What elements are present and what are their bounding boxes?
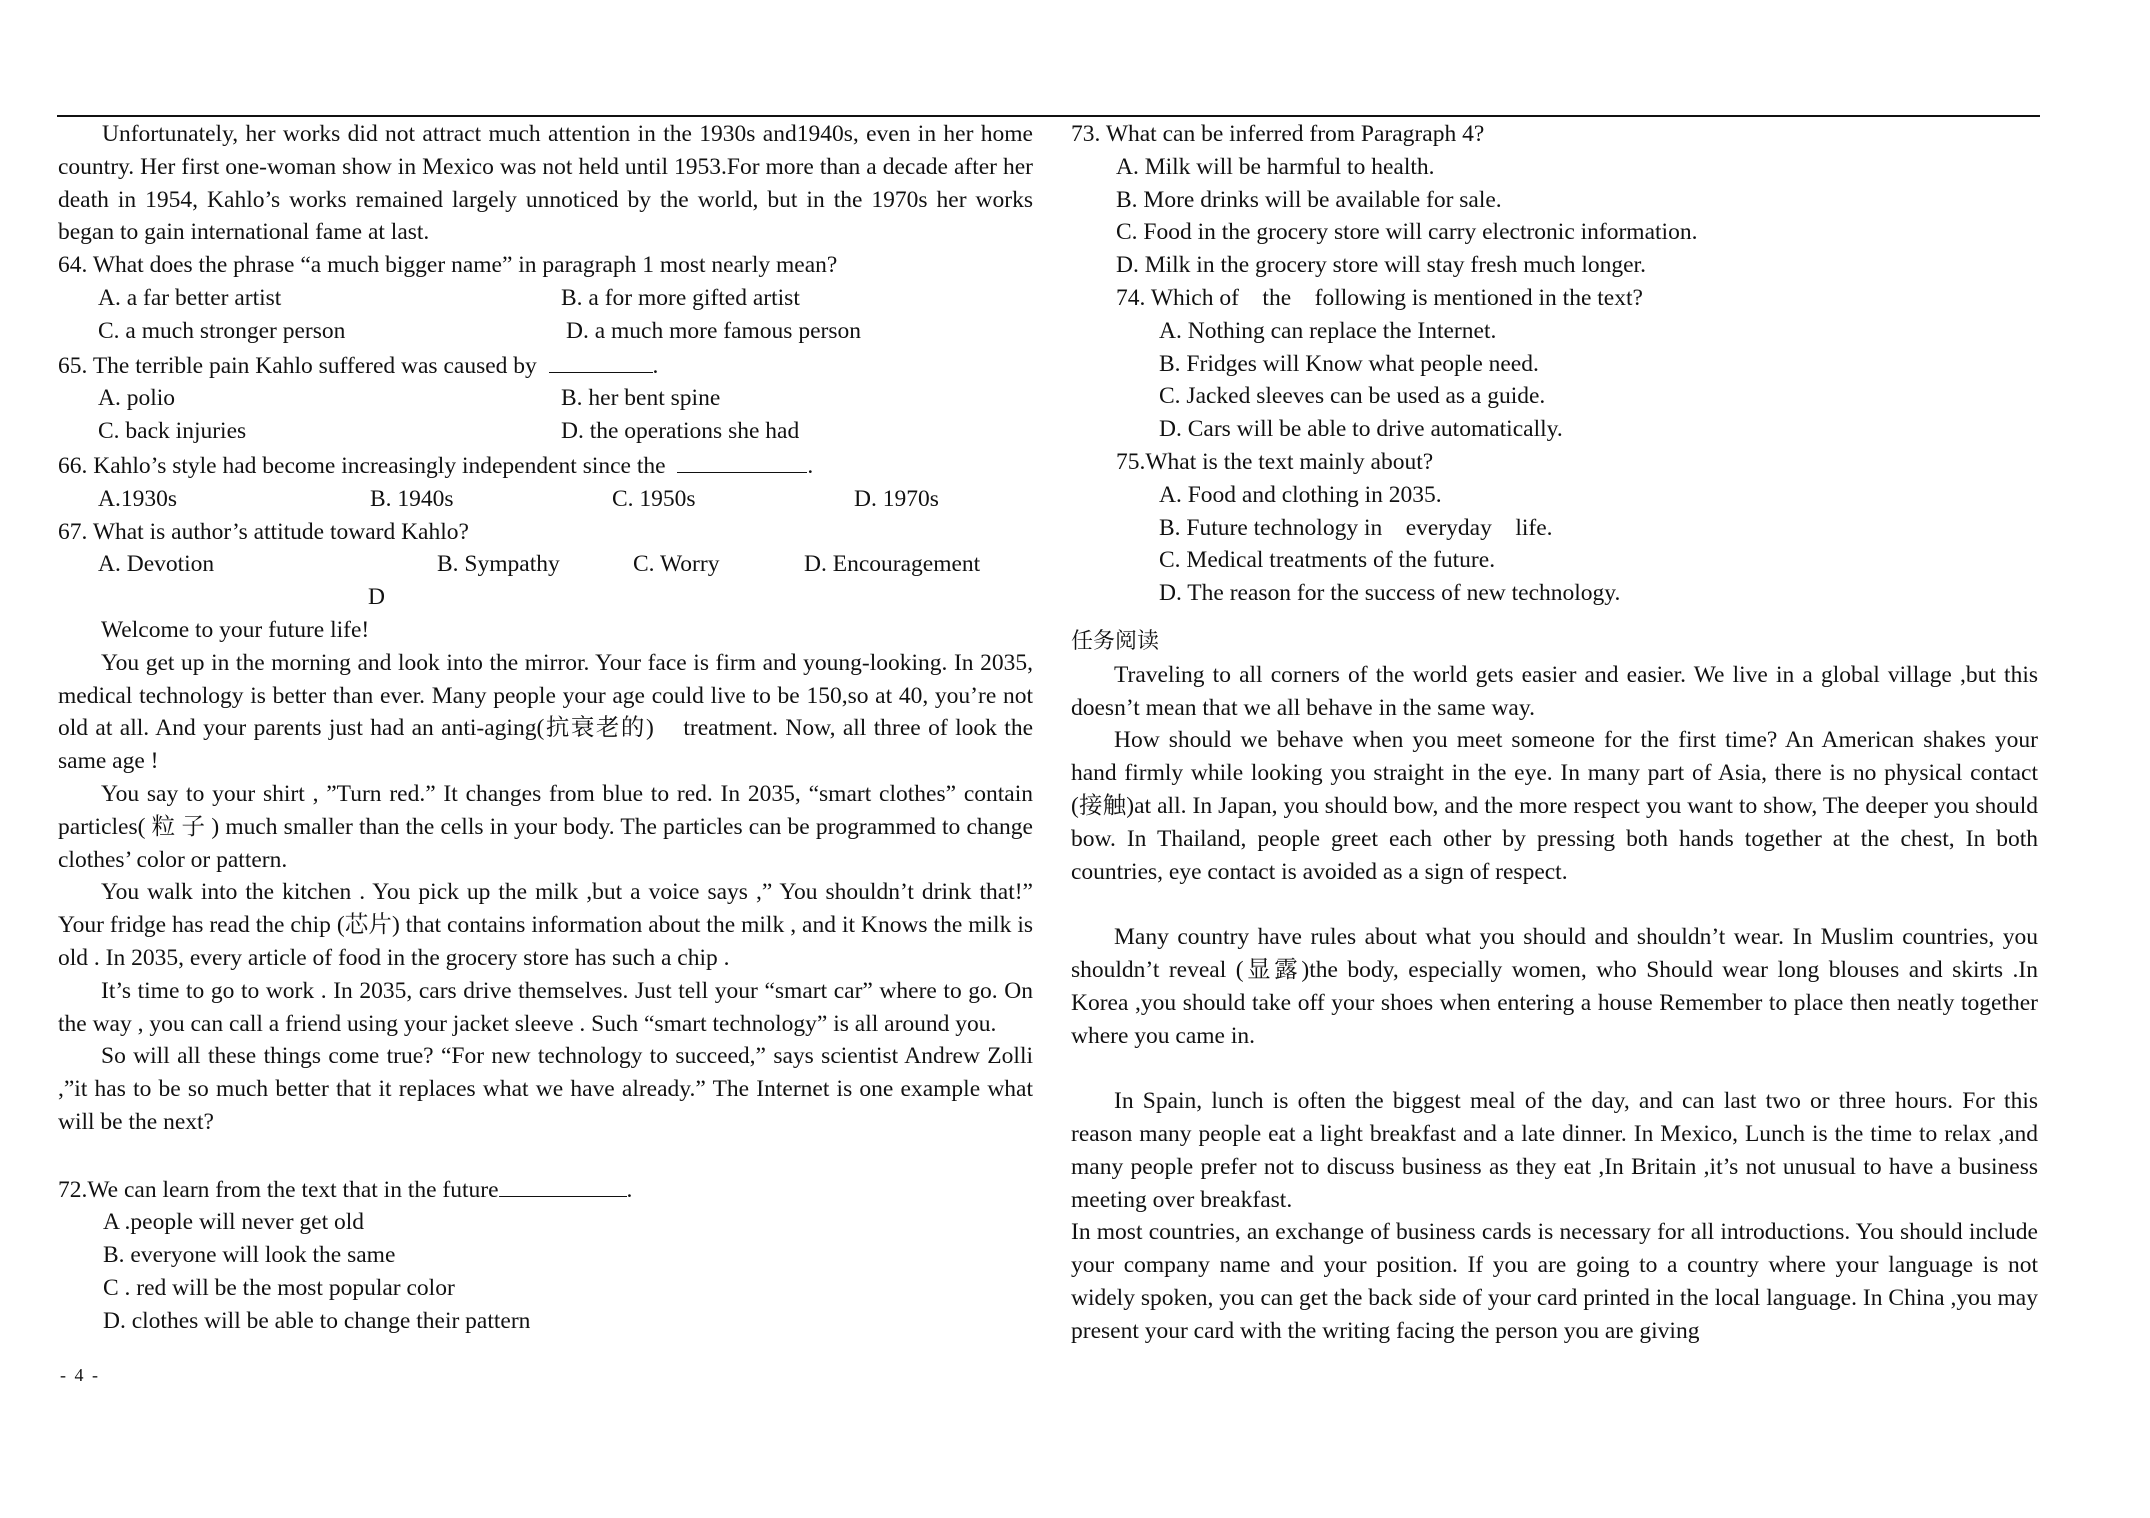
left-column xyxy=(58,118,1033,1337)
option-d: D. a much more famous person xyxy=(566,317,861,344)
right-column xyxy=(1071,118,2038,1347)
passage-paragraph: In most countries, an exchange of business cards is necessary for all introductions. You should include your company name and your position. If you are going to a country where your language is not widely spoken, you can get the back side of your card printed in the local language. In China ,you may present your card with the writing facing the person you are giving xyxy=(1071,1219,2038,1344)
question-72 xyxy=(58,1172,1033,1338)
option-a: A. a far better artist xyxy=(98,284,282,311)
question-64 xyxy=(58,249,1033,347)
option-c: C. 1950s xyxy=(612,485,696,512)
passage-paragraph: It’s time to go to work . In 2035, cars drive themselves. Just tell your “smart car” where to go. On the way , you can call a friend using your jacket sleeve . Such “smart technology” is all around you. xyxy=(58,977,1033,1037)
option-b: B. Fridges will Know what people need. xyxy=(1159,350,1539,377)
question-stem: 75.What is the text mainly about? xyxy=(1116,448,1434,475)
option-b: B. More drinks will be available for sale. xyxy=(1116,186,1502,213)
option-a: A.1930s xyxy=(98,485,177,512)
question-73 xyxy=(1071,118,2038,282)
question-74 xyxy=(1071,282,2038,446)
spacer xyxy=(1071,888,2038,921)
option-b: B. Future technology in everyday life. xyxy=(1159,514,1553,541)
answer-blank xyxy=(499,1172,627,1197)
option-c: C. a much stronger person xyxy=(98,317,346,344)
option-c: C. Worry xyxy=(633,551,720,578)
passage-paragraph: Many country have rules about what you should and shouldn’t wear. In Muslim countries, you shouldn’t reveal (显露)the body, especially women, who Should wear long blouses and skirts .In Korea ,you should take off your shoes when entering a house Remember to place then neatly together where you came in. xyxy=(1071,924,2038,1049)
spacer xyxy=(1071,1052,2038,1085)
passage-paragraph: You walk into the kitchen . You pick up the milk ,but a voice says ,” You shouldn’t drink that!” Your fridge has read the chip (芯片) that contains information about the milk , and it Knows the milk is old . In 2035, every article of food in the grocery store has such a chip . xyxy=(58,879,1033,971)
answer-blank xyxy=(549,348,653,373)
option-c: C. Medical treatments of the future. xyxy=(1159,547,1496,574)
option-a: A. polio xyxy=(98,385,176,412)
option-d: D. the operations she had xyxy=(561,418,800,445)
option-b: B. 1940s xyxy=(370,485,454,512)
option-b: B. a for more gifted artist xyxy=(561,284,800,311)
page-number: - 4 - xyxy=(60,1365,100,1385)
option-c: C. Jacked sleeves can be used as a guide. xyxy=(1159,383,1546,410)
answer-blank xyxy=(677,448,807,473)
question-stem: 66. Kahlo’s style had become increasingly independent since the . xyxy=(58,448,1033,483)
header-rule xyxy=(57,115,2040,117)
spacer xyxy=(1071,610,2038,626)
passage-title: Welcome to your future life! xyxy=(101,616,370,643)
question-75 xyxy=(1071,446,2038,610)
option-a: A. Milk will be harmful to health. xyxy=(1116,153,1435,180)
question-66 xyxy=(58,448,1033,516)
passage-paragraph: In Spain, lunch is often the biggest meal of the day, and can last two or three hours. For this reason many people eat a light breakfast and a late dinner. In Mexico, Lunch is the time to relax ,and many people prefer not to discuss business as they eat ,In Britain ,it’s not unusual to have a business meeting over breakfast. xyxy=(1071,1088,2038,1213)
option-d: D. Encouragement xyxy=(804,551,981,578)
intro-paragraph: Unfortunately, her works did not attract much attention in the 1930s and1940s, even in her home country. Her first one-woman show in Mexico was not held until 1953.For more than a decade after her death in 1954, Kahlo’s works remained largely unnoticed by the world, but in the 1970s her works began to gain international fame at last. xyxy=(58,121,1033,246)
option-b: B. her bent spine xyxy=(561,385,721,412)
option-d: D. The reason for the success of new technology. xyxy=(1159,580,1621,607)
passage-paragraph: So will all these things come true? “For new technology to succeed,” says scientist Andrew Zolli ,”it has to be so much better that it replaces what we have already.” The Internet is one example what will be the next? xyxy=(58,1043,1033,1135)
option-d: D. Milk in the grocery store will stay fresh much longer. xyxy=(1116,252,1646,279)
question-67 xyxy=(58,516,1033,582)
option-d: D. Cars will be able to drive automatically. xyxy=(1159,416,1563,443)
option-c: C . red will be the most popular color xyxy=(103,1274,455,1301)
question-stem: 72.We can learn from the text that in the future . xyxy=(58,1172,1033,1207)
passage-paragraph: How should we behave when you meet someone for the first time? An American shakes your hand firmly while looking you straight in the eye. In many part of Asia, there is no physical contact (接触)at all. In Japan, you should bow, and the more respect you want to show, The deeper you should bow. In Thailand, people greet each other by pressing both hands together at the chest, In both countries, eye contact is avoided as a sign of respect. xyxy=(1071,727,2038,885)
passage-paragraph: You say to your shirt , ”Turn red.” It changes from blue to red. In 2035, “smart clothes” contain particles( 粒 子 ) much smaller than the cells in your body. The particles can be programmed to change clothes’ color or pattern. xyxy=(58,780,1033,873)
question-stem: 73. What can be inferred from Paragraph 4? xyxy=(1071,121,1485,147)
option-c: C. Food in the grocery store will carry electronic information. xyxy=(1116,219,1698,246)
passage-paragraph: Traveling to all corners of the world gets easier and easier. We live in a global village ,but this doesn’t mean that we all behave in the same way. xyxy=(1071,661,2038,721)
option-c: C. back injuries xyxy=(98,418,247,445)
option-d: D. clothes will be able to change their pattern xyxy=(103,1307,531,1334)
question-65 xyxy=(58,348,1033,448)
section-letter: D xyxy=(368,584,385,611)
passage-paragraph: You get up in the morning and look into the mirror. Your face is firm and young-looking. In 2035, medical technology is better than ever. Many people your age could live to be 150,so at 40, you’re not old at all. And your parents just had an anti-aging(抗衰老的) treatment. Now, all three of look the same age ! xyxy=(58,649,1033,775)
option-d: D. 1970s xyxy=(854,485,939,512)
option-b: B. everyone will look the same xyxy=(103,1242,396,1269)
option-a: A. Nothing can replace the Internet. xyxy=(1159,317,1497,344)
option-a: A .people will never get old xyxy=(103,1209,365,1236)
option-a: A. Food and clothing in 2035. xyxy=(1159,481,1442,508)
question-stem: 74. Which of the following is mentioned in the text? xyxy=(1116,284,1643,311)
option-b: B. Sympathy xyxy=(437,551,560,578)
spacer xyxy=(58,1139,1033,1172)
question-stem: 65. The terrible pain Kahlo suffered was caused by . xyxy=(58,348,1033,383)
section-heading: 任务阅读 xyxy=(1071,628,1160,654)
option-a: A. Devotion xyxy=(98,551,215,578)
question-stem: 67. What is author’s attitude toward Kahlo? xyxy=(58,518,469,545)
question-stem: 64. What does the phrase “a much bigger name” in paragraph 1 most nearly mean? xyxy=(58,252,838,279)
